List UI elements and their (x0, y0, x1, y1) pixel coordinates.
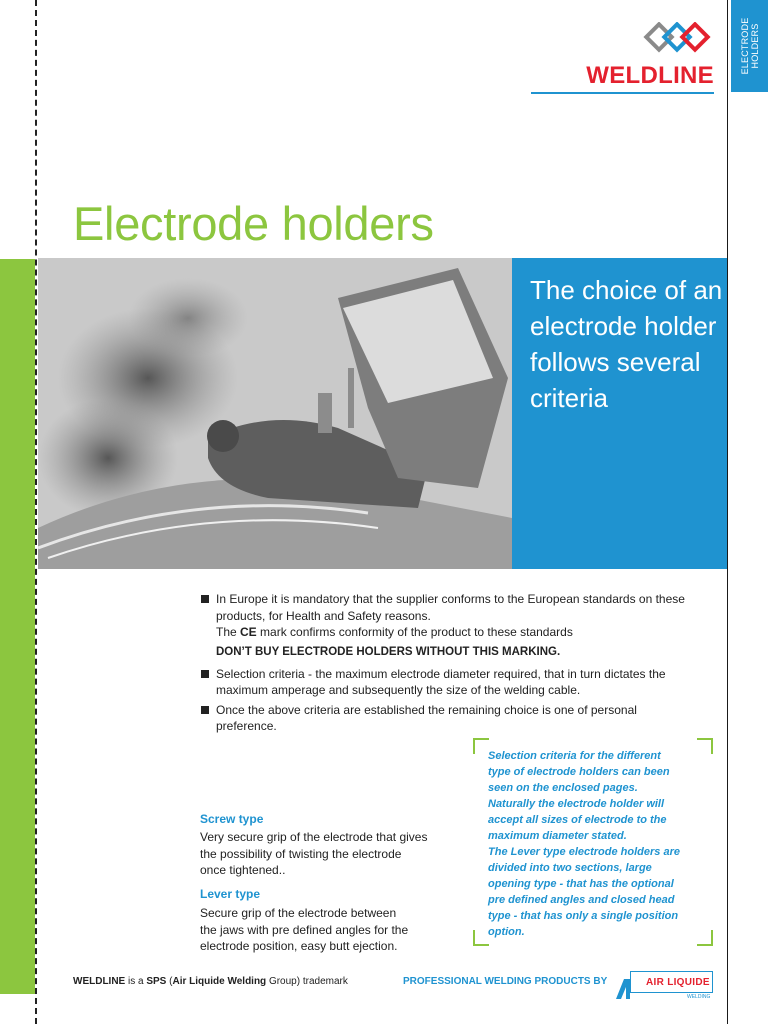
square-bullet-icon (201, 670, 209, 678)
selection-criteria-callout (473, 738, 713, 946)
callout-text (488, 748, 700, 940)
air-liquide-mark-icon (616, 979, 630, 999)
description-line: the possibility of twisting the electrode (200, 846, 402, 861)
screw-type-description (200, 829, 450, 879)
bullet-line: preference. (216, 719, 277, 733)
air-liquide-logo-text: AIR LIQUIDE (646, 977, 710, 988)
trademark-footer: WELDLINE is a SPS (Air Liquide Welding Group) trademark (73, 976, 348, 987)
interlocking-diamonds-logo (640, 22, 714, 58)
square-bullet-icon (201, 706, 209, 714)
bullet-line: In Europe it is mandatory that the supplier conforms to the European standards on these (216, 592, 685, 606)
criteria-bullet-list (200, 591, 710, 738)
callout-line: option. (488, 926, 525, 938)
lever-type-description (200, 905, 450, 955)
callout-line: seen on the enclosed pages. (488, 782, 638, 794)
left-dashed-cut-line (35, 0, 37, 1024)
page-title: Electrode holders (73, 197, 434, 250)
callout-line: type - that has only a single position (488, 910, 679, 922)
professional-products-footer: PROFESSIONAL WELDING PRODUCTS BY (403, 976, 608, 987)
side-tab-label: ELECTRODE HOLDERS (739, 17, 760, 75)
description-line: electrode position, easy butt ejection. (200, 939, 398, 953)
callout-line: Selection criteria for the different (488, 750, 661, 762)
description-line: the jaws with pre defined angles for the (200, 922, 409, 937)
bracket-corner-icon (473, 738, 489, 754)
green-side-bar (0, 259, 35, 994)
air-liquide-logo-subtext: WELDING (687, 994, 711, 1000)
description-line: Secure grip of the electrode between (200, 906, 397, 920)
hero-callout-text: The choice of an electrode holder follows several criteria (530, 275, 723, 413)
bullet-line: products, for Health and Safety reasons. (216, 608, 431, 623)
bullet-item (200, 591, 710, 641)
brand-wordmark: WELDLINE (586, 62, 714, 89)
bullet-line: Selection criteria - the maximum electrode diameter required, that in turn dictates the (216, 666, 666, 681)
ce-mark-note: The CE mark confirms conformity of the product to these standards (216, 625, 573, 639)
callout-line: opening type - that has the optional (488, 878, 674, 890)
callout-line: type of electrode holders can been (488, 766, 670, 778)
bullet-line: maximum amperage and subsequently the size of the welding cable. (216, 683, 581, 697)
description-line: once tightened.. (200, 863, 286, 877)
bullet-line: Once the above criteria are established the remaining choice is one of personal (216, 702, 637, 717)
callout-line: divided into two sections, large (488, 862, 652, 874)
air-liquide-logo-box (630, 971, 713, 993)
description-line: Very secure grip of the electrode that gives (200, 830, 428, 844)
bracket-corner-icon (473, 930, 489, 946)
lever-type-heading: Lever type (200, 887, 261, 901)
hero-callout-panel (512, 258, 727, 569)
ce-mark-label: CE (240, 625, 257, 639)
bullet-item (200, 702, 710, 735)
welder-with-helmet-and-smoke-photo (38, 258, 512, 569)
section-side-tab (731, 0, 768, 92)
callout-line: pre defined angles and closed head (488, 894, 675, 906)
brand-underline (531, 92, 714, 94)
square-bullet-icon (201, 595, 209, 603)
right-margin-rule (727, 0, 728, 1024)
screw-type-heading: Screw type (200, 812, 264, 826)
ce-warning: DON’T BUY ELECTRODE HOLDERS WITHOUT THIS MARKING. (216, 645, 561, 658)
callout-line: Naturally the electrode holder will (488, 798, 665, 810)
air-liquide-logo (616, 971, 716, 1001)
callout-line: maximum diameter stated. (488, 830, 627, 842)
callout-line: The Lever type electrode holders are (488, 846, 680, 858)
callout-line: accept all sizes of electrode to the (488, 814, 667, 826)
bullet-item (200, 666, 710, 699)
